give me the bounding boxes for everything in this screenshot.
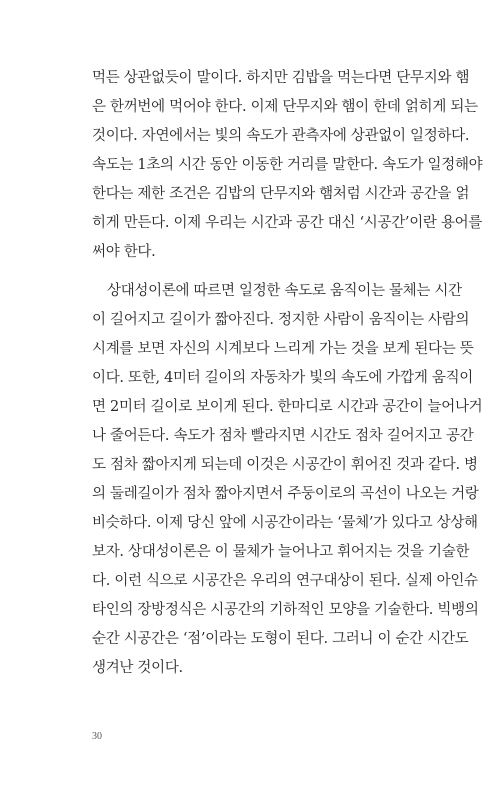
text-line: 나 줄어든다. 속도가 점차 빨라지면 시간도 점차 길어지고 공간 bbox=[92, 428, 474, 444]
text-line: 도 점차 짧아지게 되는데 이것은 시공간이 휘어진 것과 같다. 병 bbox=[92, 457, 478, 473]
text-line: 이다. 또한, 4미터 길이의 자동차가 빛의 속도에 가깝게 움직이 bbox=[92, 370, 473, 386]
paragraph-1 bbox=[92, 64, 483, 267]
text-line: 생겨난 것이다. bbox=[92, 660, 183, 676]
paragraph-gap bbox=[92, 267, 420, 277]
body-text bbox=[92, 64, 483, 683]
text-line: 속도는 1초의 시간 동안 이동한 거리를 말한다. 속도가 일정해야 bbox=[92, 157, 483, 173]
text-line: 히게 만든다. 이제 우리는 시간과 공간 대신 ‘시공간’이란 용어를 bbox=[92, 215, 483, 231]
page-number: 30 bbox=[92, 731, 102, 742]
paragraph-2 bbox=[92, 277, 483, 683]
text-line: 상대성이론에 따르면 일정한 속도로 움직이는 물체는 시간 bbox=[107, 283, 462, 299]
text-line: 타인의 장방정식은 시공간의 기하적인 모양을 기술한다. 빅뱅의 bbox=[92, 602, 479, 618]
text-line: 다. 이런 식으로 시공간은 우리의 연구대상이 된다. 실제 아인슈 bbox=[92, 573, 478, 589]
text-line: 써야 한다. bbox=[92, 244, 156, 260]
text-line: 한다는 제한 조건은 김밥의 단무지와 햄처럼 시간과 공간을 얽 bbox=[92, 186, 470, 202]
text-line: 은 한꺼번에 먹어야 한다. 이제 단무지와 햄이 한데 얽히게 되는 bbox=[92, 99, 478, 115]
text-line: 비슷하다. 이제 당신 앞에 시공간이라는 ‘물체’가 있다고 상상해 bbox=[92, 515, 478, 531]
text-line: 이 길어지고 길이가 짧아진다. 정지한 사람이 움직이는 사람의 bbox=[92, 312, 470, 328]
text-line: 것이다. 자연에서는 빛의 속도가 관측자에 상관없이 일정하다. bbox=[92, 128, 470, 144]
text-line: 면 2미터 길이로 보이게 된다. 한마디로 시간과 공간이 늘어나거 bbox=[92, 399, 483, 415]
text-line: 먹든 상관없듯이 말이다. 하지만 김밥을 먹는다면 단무지와 햄 bbox=[92, 70, 470, 86]
text-line: 순간 시공간은 ‘점’이라는 도형이 된다. 그러니 이 순간 시간도 bbox=[92, 631, 469, 647]
text-line: 시계를 보면 자신의 시계보다 느리게 가는 것을 보게 된다는 뜻 bbox=[92, 341, 474, 357]
text-line: 보자. 상대성이론은 이 물체가 늘어나고 휘어지는 것을 기술한 bbox=[92, 544, 470, 560]
text-line: 의 둘레길이가 점차 짧아지면서 주둥이로의 곡선이 나오는 거랑 bbox=[92, 486, 479, 502]
